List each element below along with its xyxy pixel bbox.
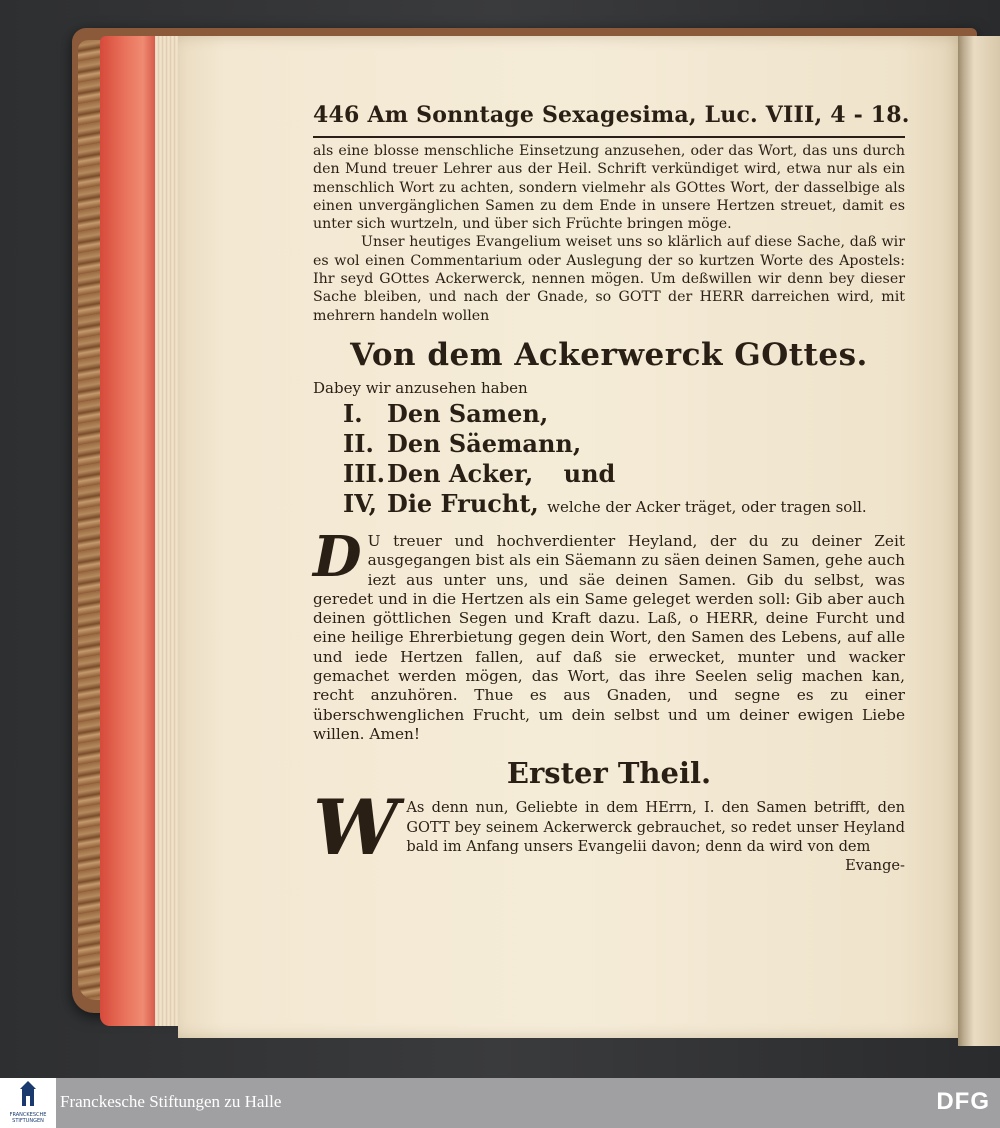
list-item-text: Den Acker, xyxy=(387,458,534,488)
header-rule xyxy=(313,136,905,138)
institution-name[interactable]: Franckesche Stiftungen zu Halle xyxy=(60,1092,282,1111)
section-heading: Von dem Ackerwerck GOttes. xyxy=(350,336,868,373)
running-head: Am Sonntage Sexagesima, Luc. VIII, 4 - 18. xyxy=(367,102,910,128)
final-paragraph xyxy=(313,783,905,873)
dfg-logo[interactable]: DFG xyxy=(936,1088,990,1115)
list-item-tail: und xyxy=(563,458,616,488)
page-text-block xyxy=(313,102,910,874)
logo-label: FRANCKESCHE STIFTUNGEN xyxy=(9,1112,47,1124)
facing-page-edge xyxy=(963,36,1000,1046)
page-number: 446 xyxy=(313,102,360,128)
list-item xyxy=(343,459,905,489)
prayer-text: U treuer und hochverdienter Heyland, der du zu deiner Zeit ausgegangen bist als ein Säemann zu säen deinen Samen, gehe auch iezt aus unter uns, und säe deinen Samen. Gib du selbst, was geredet und in die Hertzen als ein Same geleget werden soll: Gib aber auch deinen göttlichen Segen und Kraft dazu. Laß, o HERR, deine Furcht und eine heilige Ehrerbietung gegen dein Wort, den Samen des Lebens, auf alle und iede Hertzen fallen, auf daß sie erwecket, munter und wacker gemachet werden mögen, das Wort, das ihre Seelen selig machen kan, recht anzuhören. Thue es aus Gnaden, und segne es zu einer überschwenglichen Frucht, um dein selbst und um deiner ewigen Liebe willen. Amen! xyxy=(313,531,905,743)
building-icon xyxy=(0,1078,56,1114)
prayer-paragraph xyxy=(313,523,905,744)
final-text: As denn nun, Geliebte in dem HErrn, I. den Samen betrifft, den GOTT bey seinem Ackerwerck gebrauchet, so redet unser Heyland bald im Anfang unsers Evangelii davon; denn da wird von dem xyxy=(406,799,905,856)
paragraph-2: Unser heutiges Evangelium weiset uns so klärlich auf diese Sache, daß wir es wol einen Commentarium oder Auslegung der so kurtzen Worte des Apostels: Ihr seyd GOttes Ackerwerck, nennen mögen. Um deßwillen wir denn bey dieser Sache bleiben, und nach der Gnade, so GOTT der HERR darreichen wird, mit mehrern handeln wollen xyxy=(313,234,905,324)
institution-logo[interactable] xyxy=(0,1078,56,1128)
catchword: Evange- xyxy=(845,856,905,874)
page-header xyxy=(313,102,910,128)
part-heading: Erster Theil. xyxy=(506,756,712,791)
viewer-footer xyxy=(0,1078,1000,1128)
drop-cap: D xyxy=(313,523,362,590)
paragraph-1: als eine blosse menschliche Einsetzung anzusehen, oder das Wort, das uns durch den Mund treuer Lehrer aus der Heil. Schrift verkündiget wird, etwa nur als ein menschlich Wort zu achten, sondern vielmehr als GOttes Wort, der dasselbige als einen unvergänglichen Samen zu dem Ende in unsere Hertzen streuet, damit es unter sich wurtzeln, und über sich Früchte bringen möge. xyxy=(313,143,905,233)
list-item-number: I. xyxy=(343,398,363,428)
list-item xyxy=(343,429,905,459)
list-item-text: Die Frucht, xyxy=(387,488,539,518)
drop-cap: W xyxy=(313,783,399,873)
list-item xyxy=(343,399,905,429)
list-item-number: II. xyxy=(343,428,374,458)
list-item-tail: welche der Acker träget, oder tragen soll. xyxy=(547,497,867,516)
list-item-number: IV, xyxy=(343,488,378,518)
list-item-text: Den Säemann, xyxy=(387,428,582,458)
list-item-number: III. xyxy=(343,458,386,488)
list-item xyxy=(343,489,905,522)
list-intro: Dabey wir anzusehen haben xyxy=(313,378,528,397)
list-item-text: Den Samen, xyxy=(387,398,549,428)
